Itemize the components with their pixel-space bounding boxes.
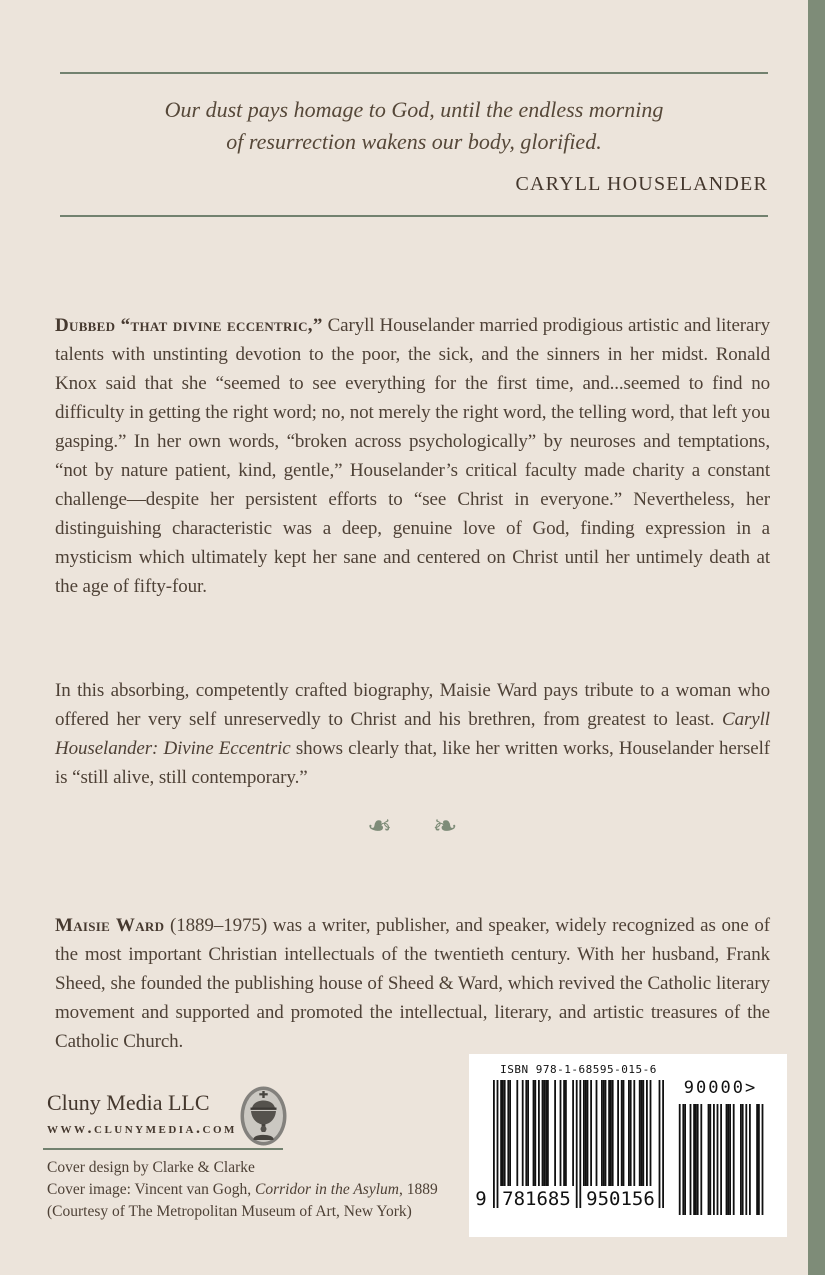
epigraph-attribution: CARYLL HOUSELANDER — [515, 173, 768, 195]
spine-strip — [808, 0, 825, 1275]
top-divider — [60, 72, 768, 74]
publisher-website: www.clunymedia.com — [47, 1120, 237, 1137]
paragraph-book-summary — [55, 676, 770, 792]
fleuron-right-icon: ❧ — [432, 810, 458, 843]
isbn-barcode-panel — [469, 1054, 787, 1237]
ean13-barcode — [475, 1080, 664, 1215]
credit-design: Cover design by Clarke & Clarke — [47, 1159, 255, 1176]
ean5-addon-barcode — [677, 1080, 764, 1215]
epigraph-quote — [60, 94, 768, 158]
paragraph-text: Caryll Houselander married prodigious artistic and literary talents with unstinting devotion to the poor, the sick, and the sinners in her midst. Ronald Knox said that she “seemed to see everything for the first time, and...seemed to find no difficulty in getting the right word; no, not merely the right word, the telling word, that left you gasping.” In her own words, “broken across psychologically” by neuroses and temptations, “not by nature patient, kind, gentle,” Houselander’s critical faculty made charity a constant challenge—despite her persistent efforts to “see Christ in everyone.” Nevertheless, her distinguishing characteristic was a deep, genuine love of God, finding expression in a mysticism which ultimately kept her sane and centered on Christ until her untimely death at the age of fifty-four. — [55, 315, 770, 597]
paragraph-biography-intro — [55, 311, 770, 601]
mid-divider — [60, 215, 768, 217]
epigraph-line-2: of resurrection wakens our body, glorified. — [226, 129, 602, 154]
publisher-name: Cluny Media LLC — [47, 1090, 210, 1115]
author-name-small-caps: Maisie Ward — [55, 915, 165, 936]
isbn-number-label: ISBN 978-1-68595-015-6 — [500, 1063, 657, 1076]
ornament-divider — [55, 812, 770, 842]
barcode-digit-lead: 9 — [475, 1188, 487, 1210]
artwork-title-italic: Corridor in the Asylum — [255, 1181, 399, 1198]
publisher-chalice-logo-icon — [240, 1086, 287, 1146]
cover-credits — [47, 1157, 438, 1223]
footer-divider — [43, 1148, 283, 1150]
barcode-digit-group1: 781685 — [500, 1186, 573, 1215]
fleuron-left-icon: ❧ — [367, 810, 393, 843]
epigraph-line-1: Our dust pays homage to God, until the endless morning — [164, 97, 664, 122]
paragraph-text: (1889–1975) was a writer, publisher, and speaker, widely recognized as one of the most important Christian intellectuals of the twentieth century. With her husband, Frank Sheed, she founded the publishing house of Sheed & Ward, which revived the Catholic literary movement and supported and promoted the intellectual, literary, and artistic treasures of the Catholic Church. — [55, 915, 770, 1052]
book-title-italic: Caryll Houselander: Divine Eccentric — [55, 709, 770, 759]
barcode-addon-label: 90000> — [683, 1078, 758, 1098]
paragraph-author-bio — [55, 911, 770, 1056]
barcode-digit-group2: 950156 — [584, 1186, 657, 1215]
paragraph-text: In this absorbing, competently crafted biography, Maisie Ward pays tribute to a woman who offered her very self unreservedly to Christ and his brethren, from greatest to least. — [55, 680, 770, 730]
paragraph-lead-small-caps: Dubbed “that divine eccentric,” — [55, 315, 323, 336]
credit-image: Cover image: Vincent van Gogh, Corridor in the Asylum, 1889 — [47, 1181, 438, 1198]
paragraph-text: shows clearly that, like her written works, Houselander herself is “still alive, still contemporary.” — [55, 738, 770, 788]
credit-courtesy: (Courtesy of The Metropolitan Museum of Art, New York) — [47, 1203, 412, 1220]
